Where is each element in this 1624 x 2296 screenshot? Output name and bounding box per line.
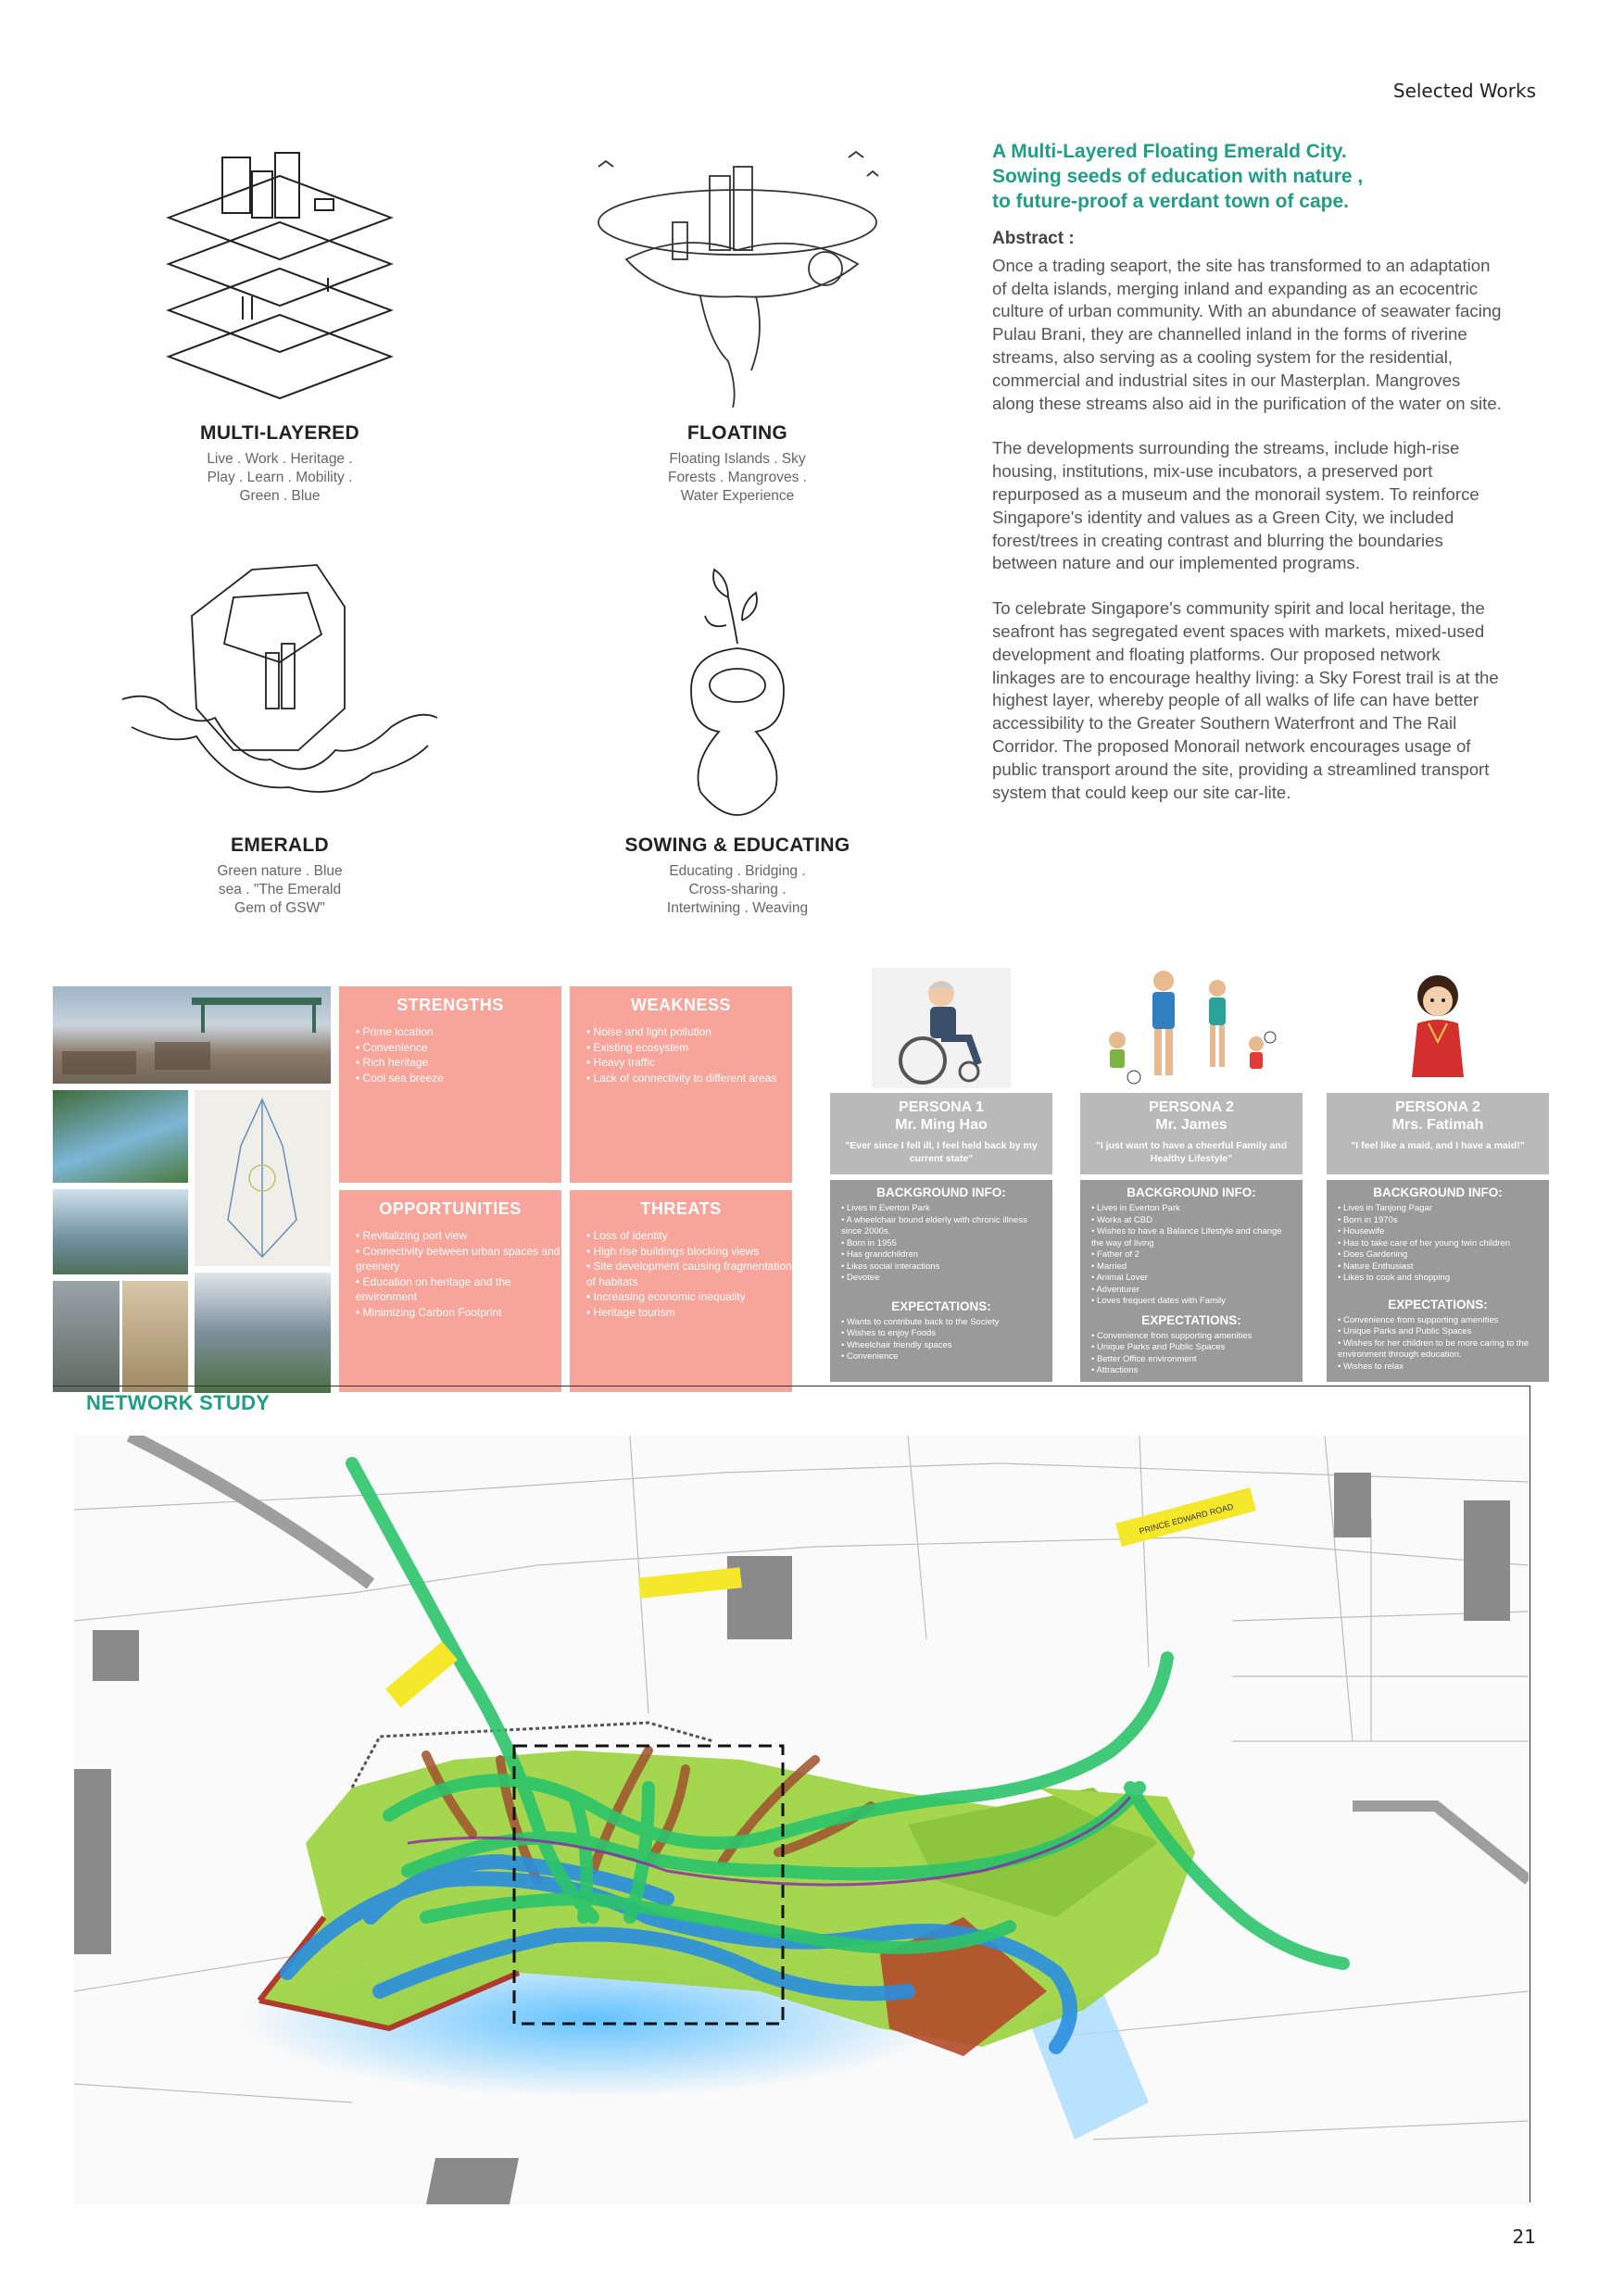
abstract-paragraph: To celebrate Singapore's community spirit and local heritage, the seafront has segregated event spaces with markets, mixed-used development and floating platforms. Our proposed network linkages are to encourage healthy living: a Sky Forest trail is at the highest layer, whereby people of all walks of life can have better accessibility to the Greater Southern Waterfront and The Rail Corridor. The proposed Monorail network encourages usage of public transport around the site, providing a streamlined transport system that could keep our site car-lite.: [992, 598, 1499, 802]
crystal-sketch-icon: [195, 1090, 331, 1266]
persona-expectations-heading: EXPECTATIONS:: [1141, 1312, 1241, 1327]
persona-bg-item: • Devotee: [841, 1273, 1045, 1285]
swot-item: • Noise and light pollution: [586, 1024, 792, 1040]
concept-sowing-educating: [571, 551, 904, 918]
persona-bg-item: • Wishes to have a Balance Lifestyle and change the way of living: [1091, 1226, 1295, 1249]
woman-kebaya-avatar-icon: [1327, 968, 1549, 1088]
persona-exp-item: • Attractions: [1091, 1365, 1295, 1377]
persona-card-1: [830, 968, 1052, 1382]
abstract-heading-colon: :: [1064, 229, 1075, 248]
network-study-map: [74, 1436, 1529, 2204]
persona-bg-item: • Married: [1091, 1261, 1295, 1273]
port-photo: [53, 986, 331, 1084]
swot-heading: THREATS: [640, 1199, 722, 1218]
swot-item: • Heavy traffic: [586, 1055, 792, 1071]
persona-exp-item: • Convenience from supporting amenities: [1091, 1331, 1295, 1343]
swot-item: • Heritage tourism: [586, 1305, 792, 1321]
wheelchair-elderly-avatar-icon: [830, 968, 1052, 1088]
concept-title: FLOATING: [686, 422, 788, 444]
tower-photo: [53, 1281, 120, 1392]
persona-label: PERSONA 2: [1395, 1099, 1480, 1115]
persona-background-heading: BACKGROUND INFO:: [1373, 1186, 1503, 1199]
persona-name: Mr. Ming Hao: [895, 1117, 988, 1133]
tree-pavilion-photo: [53, 1189, 188, 1274]
persona-expectations-heading: EXPECTATIONS:: [891, 1299, 991, 1313]
concept-floating: [571, 139, 904, 506]
project-tagline: A Multi-Layered Floating Emerald City. Sowing seeds of education with nature , to future-proof a verdant town of cape.: [992, 141, 1364, 212]
swot-item: • Cool sea breeze: [356, 1071, 561, 1086]
swot-item: • Existing ecosystem: [586, 1040, 792, 1056]
persona-exp-item: • Wheelchair friendly spaces: [841, 1340, 1045, 1352]
persona-expectations-heading: EXPECTATIONS:: [1388, 1297, 1488, 1311]
persona-exp-item: • Wishes to relax: [1338, 1361, 1542, 1374]
network-study-title: NETWORK STUDY: [86, 1391, 271, 1414]
persona-header: [1327, 1093, 1549, 1174]
persona-exp-item: • Wishes to enjoy Foods: [841, 1328, 1045, 1340]
persona-bg-item: • Nature Enthusiast: [1338, 1261, 1542, 1273]
persona-bg-item: • A wheelchair bound elderly with chronic illness since 2000s.: [841, 1215, 1045, 1238]
persona-exp-item: • Convenience: [841, 1351, 1045, 1363]
persona-bg-item: • Born in 1955: [841, 1238, 1045, 1250]
persona-bg-item: • Animal Lover: [1091, 1273, 1295, 1285]
persona-bg-item: • Has grandchildren: [841, 1249, 1045, 1261]
swot-item: • Minimizing Carbon Footprint: [356, 1305, 561, 1321]
persona-exp-item: • Unique Parks and Public Spaces: [1338, 1326, 1542, 1338]
swot-strengths: [339, 986, 561, 1183]
concept-sketch-photo: [195, 1090, 331, 1266]
abstract-paragraph: The developments surrounding the streams, include high-rise housing, institutions, mix-use incubators, a preserved port repurposed as a museum and the monorail system. To reinforce Singapore's identity and values as a Green City, we included forest/trees in creating contrast and blurring the boundaries between nature and our implemented programs.: [992, 438, 1479, 573]
abstract-block: [992, 227, 1506, 826]
persona-exp-item: • Convenience from supporting amenities: [1338, 1315, 1542, 1327]
persona-bg-item: • Lives in Everton Park: [1091, 1203, 1295, 1215]
page-number: 21: [1512, 2226, 1536, 2248]
persona-exp-item: • Wishes for her children to be more caring to the environment through education.: [1338, 1338, 1542, 1361]
persona-bg-item: • Likes social interactions: [841, 1261, 1045, 1273]
persona-bg-item: • Born in 1970s: [1338, 1215, 1542, 1227]
swot-heading: OPPORTUNITIES: [379, 1199, 522, 1218]
persona-quote: "Ever since I fell ill, I feel held back by my current state": [845, 1140, 1038, 1164]
persona-bg-item: • Father of 2: [1091, 1249, 1295, 1261]
concept-title: EMERALD: [231, 834, 329, 856]
swot-opportunities: [339, 1190, 561, 1392]
swot-item: • Convenience: [356, 1040, 561, 1056]
hdb-photo: [122, 1281, 188, 1392]
abstract-paragraph: Once a trading seaport, the site has transformed to an adaptation of delta islands, merging inland and expanding as an ecocentric culture of urban community. With an abundance of seawater facing Pulau Brani, they are channelled inland in the forms of riverine streams, also serving as a cooling system for the residential, commercial and industrial sites in our Masterplan. Mangroves along these streams also aid in the purification of the water on site.: [992, 255, 1502, 413]
swot-item: • Site development causing fragmentation of habitats: [586, 1259, 792, 1289]
floating-island-sketch-icon: [571, 139, 904, 417]
persona-bg-item: • Adventurer: [1091, 1285, 1295, 1297]
persona-body: [1327, 1180, 1549, 1382]
vertical-green-photo: [195, 1273, 331, 1393]
persona-exp-item: • Wants to contribute back to the Society: [841, 1317, 1045, 1329]
waterfront-photo: [53, 1090, 188, 1183]
concept-title: MULTI-LAYERED: [200, 422, 359, 444]
swot-item: • Prime location: [356, 1024, 561, 1040]
swot-weakness: [570, 986, 792, 1183]
persona-exp-item: • Better Office environment: [1091, 1354, 1295, 1366]
persona-quote: "I feel like a maid, and I have a maid!": [1351, 1140, 1525, 1151]
persona-bg-item: • Housewife: [1338, 1226, 1542, 1238]
swot-item: • Loss of identity: [586, 1228, 792, 1244]
abstract-heading: Abstract: [992, 229, 1064, 248]
persona-background-heading: BACKGROUND INFO:: [876, 1186, 1006, 1199]
swot-item: • Education on heritage and the environment: [356, 1274, 561, 1305]
persona-label: PERSONA 2: [1149, 1099, 1234, 1115]
road-label-text: PRINCE EDWARD ROAD: [1138, 1501, 1235, 1537]
persona-quote: "I just want to have a cheerful Family and Healthy Lifestyle": [1095, 1140, 1288, 1164]
persona-name: Mrs. Fatimah: [1391, 1117, 1484, 1133]
persona-body: [1080, 1180, 1303, 1382]
swot-threats: [570, 1190, 792, 1392]
persona-bg-item: • Likes to cook and shopping: [1338, 1273, 1542, 1285]
persona-bg-item: • Lives in Everton Park: [841, 1203, 1045, 1215]
persona-name: Mr. James: [1155, 1117, 1227, 1133]
section-label: Selected Works: [1392, 80, 1536, 102]
family-avatar-icon: [1080, 968, 1303, 1088]
swot-item: • Increasing economic inequality: [586, 1289, 792, 1305]
persona-card-3: [1327, 968, 1549, 1382]
port-cranes-icon: [53, 986, 331, 1084]
persona-bg-item: • Has to take care of her young twin children: [1338, 1238, 1542, 1250]
persona-bg-item: • Works at CBD: [1091, 1215, 1295, 1227]
swot-item: • Connectivity between urban spaces and greenery: [356, 1244, 561, 1274]
swot-item: • Lack of connectivity to different areas: [586, 1071, 792, 1086]
persona-card-2: [1080, 968, 1303, 1382]
persona-bg-item: • Loves frequent dates with Family: [1091, 1296, 1295, 1308]
concept-desc: Live . Work . Heritage . Play . Learn . Mobility . Green . Blue: [207, 451, 353, 504]
persona-body: [830, 1180, 1052, 1382]
concept-desc: Educating . Bridging . Cross-sharing . Intertwining . Weaving: [666, 863, 809, 916]
swot-item: • High rise buildings blocking views: [586, 1244, 792, 1260]
concept-emerald: [113, 551, 447, 918]
concept-title: SOWING & EDUCATING: [624, 834, 850, 856]
concept-desc: Green nature . Blue sea . "The Emerald Gem of GSW": [217, 863, 343, 916]
emerald-gem-sketch-icon: [113, 551, 447, 829]
swot-item: • Rich heritage: [356, 1055, 561, 1071]
persona-bg-item: • Lives in Tanjong Pagar: [1338, 1203, 1542, 1215]
persona-background-heading: BACKGROUND INFO:: [1127, 1186, 1256, 1199]
persona-header: [830, 1093, 1052, 1174]
concept-multi-layered: [113, 139, 447, 506]
persona-exp-item: • Unique Parks and Public Spaces: [1091, 1342, 1295, 1354]
swot-heading: WEAKNESS: [630, 996, 731, 1014]
swot-heading: STRENGTHS: [397, 996, 504, 1014]
persona-bg-item: • Does Gardening: [1338, 1249, 1542, 1261]
layered-city-sketch-icon: [113, 139, 447, 417]
persona-header: [1080, 1093, 1303, 1174]
persona-label: PERSONA 1: [899, 1099, 984, 1115]
swot-item: • Revitalizing port view: [356, 1228, 561, 1244]
seed-sprout-sketch-icon: [571, 551, 904, 829]
concept-desc: Floating Islands . Sky Forests . Mangroves . Water Experience: [668, 451, 807, 504]
